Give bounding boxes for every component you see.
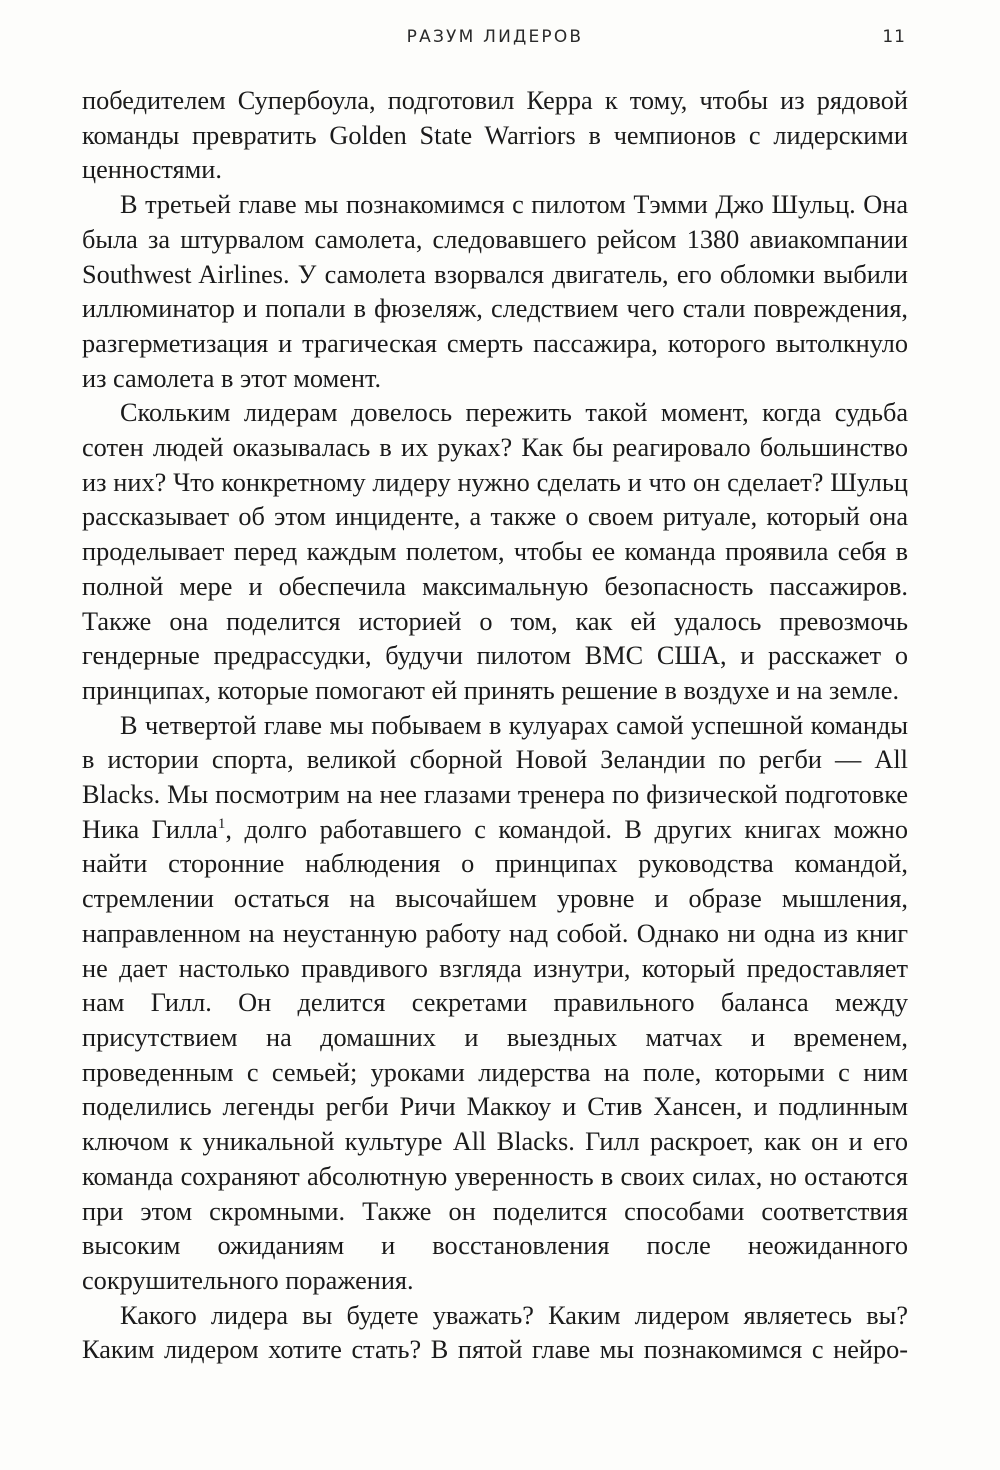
body-text	[82, 84, 908, 1368]
running-title: РАЗУМ ЛИДЕРОВ	[406, 27, 584, 47]
paragraph-4-text-end: , долго работавшего с командой. В других книгах можно найти сторонние наблюдения о принципах руководства командой, стремлении остаться на высочайшем уровне и образе мышления, направленном на неустанную работу над собой. Однако ни одна из книг не дает настолько правдивого взгляда изнутри, который предоставляет нам Гилл. Он делится секретами правильного баланса между присутствием на домашних и выездных матчах и временем, проведенным с семьей; уроками лидерства на поле, которыми с ним поделились легенды регби Ричи Маккоу и Стив Хансен, и подлинным ключом к уникальной культуре All Blacks. Гилл раскроет, как он и его команда сохраняют абсолютную уверенность в своих силах, но остаются при этом скромными. Также он поделится способами соответствия высоким ожиданиям и восстановления после неожиданного сокрушительного поражения.	[82, 814, 908, 1295]
running-header	[82, 27, 908, 51]
paragraph-5: Какого лидера вы будете уважать? Каким лидером являетесь вы? Каким лидером хотите стать? В пятой главе мы познакомимся с нейро-	[82, 1300, 908, 1365]
paragraph-4	[82, 709, 908, 1299]
footnote-reference: 1	[217, 815, 226, 832]
paragraph-2: В третьей главе мы познакомимся с пилотом Тэмми Джо Шульц. Она была за штурвалом самолета, следовавшего рейсом 1380 авиакомпании Southwest Airlines. У самолета взорвался двигатель, его обломки выбили иллюминатор и попали в фюзеляж, следствием чего стали повреждения, разгерметизация и трагическая смерть пассажира, которого вытолкнуло из самолета в этот момент.	[82, 190, 908, 393]
paragraph-1: победителем Супербоула, подготовил Керра к тому, чтобы из рядовой команды превратить Golden State Warriors в чемпионов с лидерскими ценностями.	[82, 86, 908, 185]
paragraph-3: Скольким лидерам довелось пережить такой момент, когда судьба сотен людей оказывалась в их руках? Как бы реагировало большинство из них? Что конкретному лидеру нужно сделать и что он сделает? Шульц рассказывает об этом инциденте, а также о своем ритуале, который она проделывает перед каждым полетом, чтобы ее команда проявила себя в полной мере и обеспечила максимальную безопасность пассажиров. Также она поделится историей о том, как ей удалось превозмочь гендерные предрассудки, будучи пилотом ВМС США, и расскажет о принципах, которые помогают ей принять решение в воздухе и на земле.	[82, 398, 908, 705]
page-number: 11	[882, 27, 906, 47]
paragraph-4-text-start: В четвертой главе мы побываем в кулуарах самой успешной команды в истории спорта, великой сборной Новой Зеландии по регби — All Blacks. Мы посмотрим на нее глазами тренера по физической подготовке Ника Гилла	[82, 710, 908, 844]
